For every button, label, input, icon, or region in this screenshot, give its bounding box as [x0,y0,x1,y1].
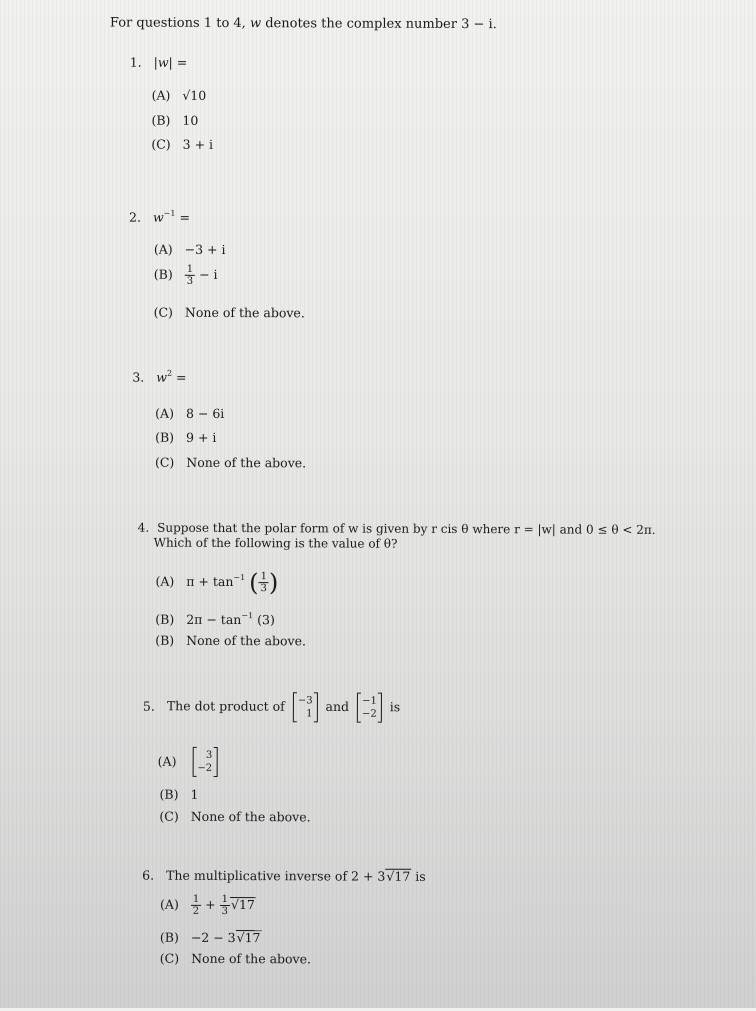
question-5-option-c[interactable] [159,809,310,825]
question-6-option-a[interactable] [160,894,256,917]
radical: √17 [386,868,411,884]
numerator: 1 [191,894,201,906]
numerator: 1 [220,894,230,906]
option-text: 1 [190,786,199,802]
fraction [185,264,195,287]
option-label: (C) [159,808,179,824]
option-label: (C) [153,304,174,320]
vector-entry: −2 [362,708,377,720]
question-6-stem [142,868,426,884]
option-text: 2π − tan [186,611,242,628]
close-paren: ) [268,568,279,597]
option-label: (B) [151,112,171,128]
question-3-option-a[interactable] [155,406,224,421]
option-text: None of the above. [191,950,312,967]
question-2-option-a[interactable] [154,242,226,257]
option-label: (A) [160,896,179,912]
vector-entry: 3 [205,749,213,761]
option-label: (C) [151,136,171,152]
question-2-option-c[interactable] [154,305,305,321]
numerator: 1 [259,571,269,583]
vector-entry: −1 [362,695,377,707]
question-5-option-b[interactable] [160,787,199,802]
question-number: 6. [142,867,155,883]
question-text-tail: is [389,699,401,715]
option-text: 8 − 6i [185,405,225,421]
question-3-option-b[interactable] [155,430,216,445]
answer-vector [192,748,217,776]
option-text: None of the above. [186,632,307,649]
question-4-option-a[interactable] [155,568,279,597]
option-text: 9 + i [185,429,217,445]
question-text-line-2: Which of the following is the value of θ? [153,535,398,551]
plus-sign: + [205,896,216,912]
denominator: 3 [186,275,194,287]
option-label: (C) [154,454,175,470]
question-number: 2. [129,209,142,225]
option-label: (A) [151,87,171,103]
exponent: −1 [241,611,254,621]
question-5-stem [143,693,400,722]
open-paren: ( [249,568,259,597]
intro-variable: w [249,16,262,32]
vector-1 [293,693,318,721]
question-3-stem [132,369,186,385]
question-2-option-b[interactable] [154,264,218,287]
equals-sign: = [179,209,190,225]
question-variable: w [152,209,164,225]
option-label: (B) [155,632,175,648]
question-number: 1. [129,54,142,70]
equals-sign: = [176,369,187,385]
question-text: |w| = [153,54,188,70]
vector-2 [357,694,382,722]
option-text: − i [199,266,218,282]
question-variable: w [156,369,168,385]
exponent: 2 [166,368,173,378]
option-text: None of the above. [190,808,311,825]
question-4-option-c[interactable] [155,633,306,649]
fraction-1 [191,894,201,917]
radical: √17 [230,897,255,913]
intro-suffix: denotes the complex number 3 − i. [265,16,497,33]
vector-entry: −3 [297,695,313,707]
option-label: (B) [159,786,179,802]
option-text: None of the above. [184,304,305,321]
option-text: 3 + i [182,136,214,152]
fraction [259,571,269,594]
question-2-stem [129,209,190,225]
question-1-option-c[interactable] [151,137,213,152]
exponent: −1 [233,573,246,583]
option-text: √10 [182,87,207,103]
question-text: The multiplicative inverse of 2 + 3 [166,867,386,884]
option-label: (A) [153,241,173,257]
option-label: (B) [153,266,173,282]
question-number: 4. [137,520,150,535]
question-4-option-b[interactable] [155,611,275,628]
radical: √17 [236,930,261,946]
question-5-option-a[interactable] [158,748,222,776]
question-4-stem [138,521,656,552]
vector-entry: 1 [306,708,313,720]
option-text: 10 [182,112,199,128]
question-6-option-c[interactable] [160,951,311,967]
option-text: −2 − 3 [190,929,236,946]
question-1-option-a[interactable] [152,88,207,103]
option-label: (B) [159,929,179,945]
denominator: 2 [192,905,200,917]
conjunction: and [325,698,350,715]
option-label: (B) [155,611,175,627]
question-number: 5. [142,698,155,714]
option-label: (B) [155,429,175,445]
question-1-stem [130,55,188,70]
question-text: The dot product of [166,698,285,714]
option-text-tail: (3) [257,612,275,628]
intro-prefix: For questions 1 to 4, [109,15,246,32]
numerator: 1 [185,264,195,276]
question-text-tail: is [415,868,426,884]
fraction-2 [220,894,230,917]
option-label: (A) [157,753,177,769]
denominator: 3 [221,905,229,918]
question-number: 3. [132,369,145,385]
question-6-option-b[interactable] [160,930,262,945]
option-label: (C) [159,950,180,966]
option-text: π + tan [186,573,234,590]
option-label: (A) [155,573,175,589]
denominator: 3 [260,583,267,595]
question-3-option-c[interactable] [155,455,306,471]
option-label: (A) [155,405,175,421]
question-1-option-b[interactable] [151,113,198,128]
exponent: −1 [163,208,176,218]
question-text-line-1: Suppose that the polar form of w is given by r cis θ where r = |w| and 0 ≤ θ < 2π. [157,520,656,537]
option-text: None of the above. [186,454,307,471]
option-text: −3 + i [184,241,226,257]
vector-entry: −2 [197,762,213,774]
instructions [110,15,497,32]
